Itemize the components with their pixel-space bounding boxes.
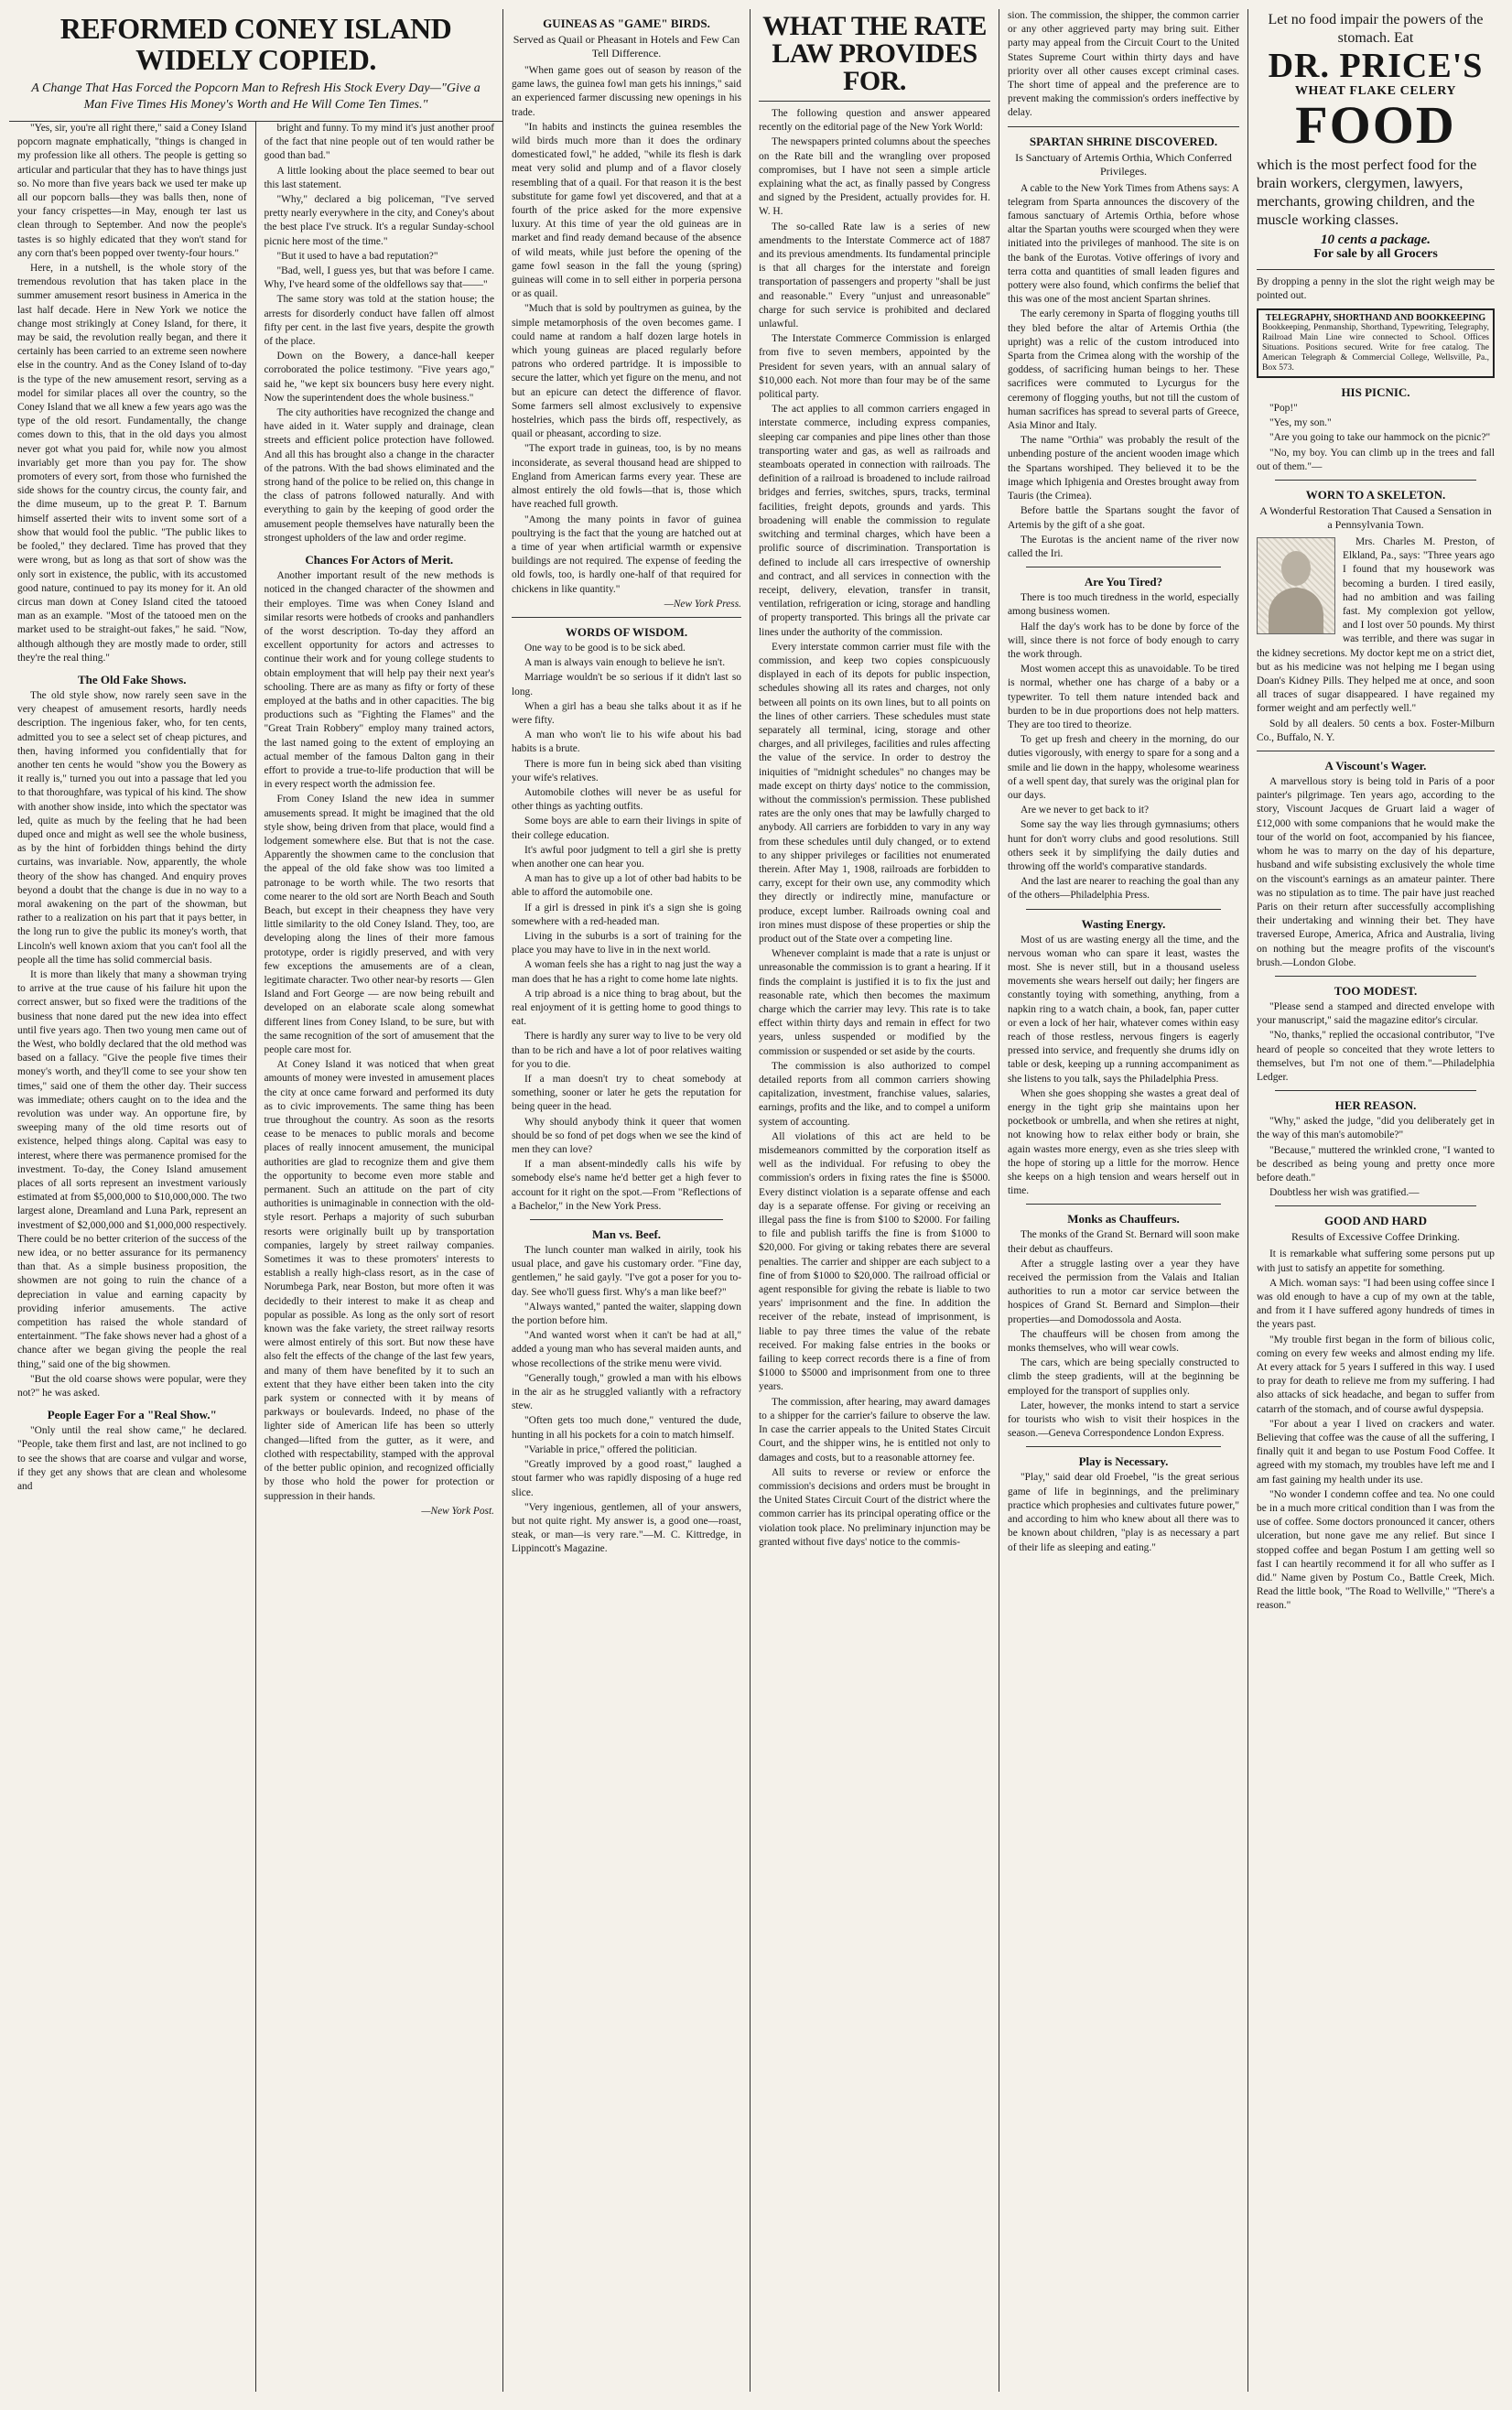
paragraph: Before battle the Spartans sought the favor of Artemis by the gift of a she goat. <box>1008 505 1239 531</box>
paragraph: At Coney Island it was noticed that when great amounts of money were invested in amusement places the city at once came forward and performed its duty as to civic improvements. The same thing has been true throughout the country. As soon as the resorts cease to be menaces to public morals and become places of really innocent amusement, the municipal authorities are glad to recognize them and give them the opportunity to become even more stable and permanent. Such an attitude on the part of city authorities is unimaginable in connection with the old-style resort. Perhaps a majority of such suburban resorts were originally built up by transportation companies, largely by street railway companies. Sometimes it was to these promoters' interests to establish a really high-class resort, as in the case of Norumbega Park, near Boston, but more often it was decidedly to their interest to make it as cheap and popular as possible. As long as the only sort of resort known was the fake variety, the street railway resorts were almost entirely of this sort. But now these have also felt the effects of the change of the last few years, and many of them have benefited by it to such an extent that they have either been taken into the city park system or connected with it by means of parkways or boulevards. Indeed, no phase of the lighter side of American life has been so utterly changed—lifted from the gutter, as it were, and clothed with respectability, stamped with the approval of the better public opinion, and recognized officially by those who hold the power for protection or suppression in their hands. <box>264 1059 494 1502</box>
paragraph: Every interstate common carrier must file with the commission, and keep two copies conspicuously displayed in each of its depots for public inspection, schedules showing all its rates and charges, not only between all points on its own lines, but to all points on the lines of other carriers. These schedules must state separately all terminal, icing, storage and other charges, and all privileges, facilities and rules affecting the value of the service. In order to destroy the iniquities of "midnight schedules" no changes may be made except on thirty days' notice to the commission, without the commission's permission. These published rates are the only ones that may be lawfully charged to anybody. All carriers are forbidden to vary in any way from these schedules until duly changed, or to extend to any shipper privileges or facilities not enumerated therein. After May 1, 1908, railroads are forbidden to carry, except for their own use, any commodity which they directly or indirectly mine, manufacture or produce, except lumber. Railroads owning coal and iron mines must dispose of these properties or ship the product out of the State over a competing line. <box>759 641 990 945</box>
paragraph: "For about a year I lived on crackers and water. Believing that coffee was the cause of all the suffering, I finally quit it and began to use Postum Food Coffee. It agreed with my stomach, my troubles have left me and I am fast gaining my health under its use. <box>1257 1418 1495 1486</box>
paragraph: All suits to reverse or review or enforce the commission's decisions and orders must be brought in the United States Circuit Court of the district where the common carrier has its principal operating office or the violation took place. No preliminary injunction may be granted without five days' notice to the commis- <box>759 1466 990 1548</box>
guineas-headline: GUINEAS AS "GAME" BIRDS. <box>543 16 710 30</box>
paragraph: "Often gets too much done," ventured the dude, hunting in all his pockets for a coin to match himself. <box>512 1415 741 1441</box>
paragraph: The cars, which are being specially constructed to climb the steep gradients, will at the beginning be employed for the transport of supplies only. <box>1008 1357 1239 1397</box>
paragraph: The Eurotas is the ancient name of the river now called the Iri. <box>1008 534 1239 559</box>
paragraph: It is more than likely that many a showman trying to arrive at the true cause of his failure hit upon the correct answer, but so fixed were the traditions of the business that none dared put the new idea into effect until five years ago. Then two young men came out of the West, who boldly declared that the old method was based on a fallacy. "Give the people five times their money's worth, and they'll come to see your show ten times," said one of them the other day. Their success was immediate; others caught on to the idea and the revolution was under way. An opportune fire, by sweeping many of the old time resorts out of existence, helped things along. Capital was easy to interest, where there was permanence promised for the investment. To-day, the Coney Island amusement places of all sorts represent an investment variously estimated at from $5,000,000 to $10,000,000. The two largest alone, Dreamland and Luna Park, represent an investment of $2,000,000 and $1,000,000 respectively. There could be no better criterion of the success of the new idea, or no better assurance for its permanency than that. As a simple business proposition, the showmen are not going to ruin the chance of a depreciation in value and earning capacity by providing inferior amusements. The active competition has raised the whole standard of entertainment. "The fake shows never had a ghost of a chance after we began giving the people the real thing," said one of the big showmen. <box>17 968 247 1370</box>
column-rate-law <box>751 9 999 2392</box>
paragraph: One way to be good is to be sick abed. <box>524 642 686 654</box>
paragraph: Some boys are able to earn their livings in spite of their college education. <box>512 816 741 841</box>
paragraph: Most of us are wasting energy all the time, and the nervous woman who can spare it least, wastes the most. She is never still, but in a thousand useless movements she wears herself out daily; her fingers are constantly toying with something, anything, from a napkin ring to a watch chain, a book, fan, paper cutter or even a lock of her hair, whatever comes within easy reach of those restless, nervous fingers is eagerly pressed into service, and frequently she drums idly on table or desk, keeping up a running accompaniment as she listens to you talk, says the Philadelphia Press. <box>1008 934 1239 1085</box>
section-heading: Chances For Actors of Merit. <box>305 553 454 567</box>
column-ads-misc <box>1248 9 1503 2392</box>
paragraph: "The export trade in guineas, too, is by no means inconsiderate, as several thousand head are shipped to England from American farms every year. These are almost entirely the old fowls—that is, those which have reached full growth. <box>512 443 741 511</box>
coney-header <box>9 9 502 122</box>
paragraph: A man has to give up a lot of other bad habits to be able to afford the automobile one. <box>512 873 741 899</box>
paragraph: "Because," muttered the wrinkled crone, "I wanted to be described as being young and pretty once more before death." <box>1257 1144 1495 1183</box>
paragraph: The lunch counter man walked in airily, took his usual place, and gave his customary order. "Fine day, gentlemen," he said gayly. "I've got a poser for you to-day. See who'll guess first. Why's a man like beef?" <box>512 1245 741 1298</box>
section-heading: The Old Fake Shows. <box>78 672 187 686</box>
guineas-subhead: Served as Quail or Pheasant in Hotels and Few Can Tell Difference. <box>513 33 740 59</box>
column-guineas-wisdom-beef <box>503 9 751 2392</box>
coney-headline: REFORMED CONEY ISLAND WIDELY COPIED. <box>59 12 452 76</box>
wasting-headline: Wasting Energy. <box>1081 916 1166 931</box>
paragraph: "Variable in price," offered the politician. <box>524 1443 697 1455</box>
coney-deck: A Change That Has Forced the Popcorn Man to Refresh His Stock Every Day—"Give a Man Five Times His Money's Worth and He Will Come Ten Times." <box>31 81 481 112</box>
paragraph: Later, however, the monks intend to start a service for tourists who wish to visit their hospices in the season.—Geneva Correspondence London Express. <box>1008 1400 1239 1440</box>
paragraph: "Are you going to take our hammock on the picnic?" <box>1269 432 1491 444</box>
paragraph: "Bad, well, I guess yes, but that was before I came. Why, I've heard some of the oldfellows say that——" <box>264 265 494 291</box>
paragraph: "Greatly improved by a good roast," laughed a stout farmer who was rapidly disposing of a huge red slice. <box>512 1459 741 1498</box>
ad-price: 10 cents a package. <box>1321 232 1431 248</box>
penny-line: By dropping a penny in the slot the right weigh may be pointed out. <box>1257 276 1495 301</box>
reason-headline: HER REASON. <box>1334 1098 1417 1113</box>
paragraph: And the last are nearer to reaching the goal than any of the others—Philadelphia Press. <box>1008 876 1239 902</box>
divider <box>1275 1090 1476 1091</box>
paragraph: The name "Orthia" was probably the result of the unbending posture of the ancient wooden image which the Spartans worshiped. They believed it to be the image which Iphigenia and Orestes brought away from Tauris (the Crimea). <box>1008 435 1239 503</box>
ad-brand: DR. PRICE'S <box>1268 47 1484 85</box>
coney-body <box>9 122 502 2392</box>
divider <box>759 101 990 102</box>
paragraph: Sold by all dealers. 50 cents a box. Foster-Milburn Co., Buffalo, N. Y. <box>1257 718 1495 743</box>
paragraph: Automobile clothes will never be as useful for other things as yachting outfits. <box>512 786 741 813</box>
paragraph: Why should anybody think it queer that women should be so fond of pet dogs when we see the kind of men they can love? <box>512 1116 741 1156</box>
paragraph: If a man doesn't try to cheat somebody at something, sooner or later he gets the reputation for being queer in the head. <box>512 1074 741 1113</box>
tired-headline: Are You Tired? <box>1084 575 1163 589</box>
paragraph: Half the day's work has to be done by force of the will, since there is not force of body enough to carry the work through. <box>1008 621 1239 660</box>
divider <box>1026 1446 1221 1447</box>
paragraph: The early ceremony in Sparta of flogging youths till they bled before the altar of Artemis Orthia (the upright) was a relic of the custom introduced into Sparta from the Crimea along with the worship of the goddess, of sacrificing human beings to her. These sacrifices were commuted to Lycurgus for the ceremony of flogging youths, but not till the custom of human sacrifices has spread to several parts of Greece, Asia Minor and Italy. <box>1008 308 1239 432</box>
paragraph: The Interstate Commerce Commission is enlarged from five to seven members, appointed by the President for seven years, with an annual salary of $10,000 each. Not more than four may be of the same political party. <box>759 333 990 401</box>
paragraph: A man is always vain enough to believe he isn't. <box>524 657 726 669</box>
divider <box>1008 126 1239 127</box>
paragraph: "My trouble first began in the form of bilious colic, coming on every few weeks and almost ending my life. At every attack for 5 years I suffered in this way. I used to pray for death to relieve me from my suffering. I had also attacks of sick headache, and began to suffer from catarrh of the stomach, and of course awful dyspepsia. <box>1257 1334 1495 1415</box>
ad-food-word: FOOD <box>1295 95 1456 156</box>
worn-headline: WORN TO A SKELETON. <box>1305 488 1446 503</box>
rate-headline: WHAT THE RATE LAW PROVIDES FOR. <box>762 11 987 96</box>
paragraph: The following question and answer appeared recently on the editorial page of the New York World: <box>759 108 990 134</box>
paragraph: There is hardly any surer way to live to be very old than to be rich and have a lot of poor relatives waiting for you to die. <box>512 1031 741 1070</box>
ad-product-line: WHEAT FLAKE CELERY <box>1294 84 1457 98</box>
paragraph: Whenever complaint is made that a rate is unjust or unreasonable the commission is to grant a hearing. If it finds the complaint is justified it is to fix the just and reasonable rate, which then becomes the maximum charge which the carrier may levy. This rate is to take effect within thirty days and remain in effect for two years, unless suspended or modified by the commission or suspended or set aside by the courts. <box>759 948 990 1057</box>
paragraph: "Pop!" <box>1269 403 1298 415</box>
paragraph: "Among the many points in favor of guinea poultrying is the fact that the young are hatched out at a time of year when artificial warmth or expensive buildings are not required. The expense of feeding the old fowls, too, is hardly one-half of that required for chickens in like quantity." <box>512 513 741 595</box>
paragraph: A little looking about the place seemed to bear out this last statement. <box>264 165 494 190</box>
paragraph: The act applies to all common carriers engaged in interstate commerce, including express companies, sleeping car companies and pipe lines other than those transporting water and gas, as well as railroads and steamboats operated in connection with railroads. The definition of a railroad is broadened to include railroad bridges and ferries, switches, spurs, tracks, terminal facilities, freight depots, grounds and yards. This broadening will enable the commission to regulate switching and terminal charges, which have been a prolific source of discrimination. Transportation is defined to include all cars irrespective of ownership and contract, and all services in connection with the receipt, delivery, elevation, transfer in transit, ventilation, refrigeration or icing, storage and handling of property transported. This brings all the private car lines under the authority of the commission. <box>759 404 990 638</box>
paragraph: It's awful poor judgment to tell a girl she is pretty when another one can hear you. <box>512 844 741 870</box>
ad-sale: For sale by all Grocers <box>1313 247 1438 262</box>
paragraph: "Much that is sold by poultrymen as guinea, by the simple metamorphosis of the oven becomes game. I could name at random a half dozen large hotels in which young guineas are placed regularly before patrons who ordered partridge. It is impossible to secure the latter, which yet figure on the menu, and not but an epicure can detect the difference of flavor. Some farmers sell almost exclusively to expensive hostelries, which pass the birds off, respectively, as quail or pheasant, according to size. <box>512 303 741 440</box>
paragraph: "But the old coarse shows were popular, were they not?" he was asked. <box>17 1373 247 1400</box>
paragraph: "No, thanks," replied the occasional contributor, "I've heard of people so conceited that they wrote letters to themselves, but I'm not one of them."—Philadelphia Ledger. <box>1257 1030 1495 1083</box>
paragraph: "In habits and instincts the guinea resembles the wild birds much more than it does the ordinary domesticated fowl," he added, "while its flesh is dark meat very solid and plump and of a flavor closely resembling that of a quail. For that reason it is the best substitute for game fowl yet discovered, and that at a fourth of the price asked for the more expensive luxury. At this time of year the old guineas are in market and find ready demand because of the absence of wild meats, while just before the opening of the game fowl season in the fall the young (spring) guineas will come in to sell either in porperia persona or as quail. <box>512 121 741 300</box>
worn-subhead: A Wonderful Restoration That Caused a Sensation in a Pennsylvania Town. <box>1259 504 1492 532</box>
paragraph: The city authorities have recognized the change and have aided in it. Water supply and drainage, clean streets and efficient police protection have followed. And all this has brought also a change in the character of the patrons. With the bad shows eliminated and the strong hand of the police to be relied on, this change in the class of patrons followed naturally. And with everything to gain by the keeping of good order the amusement people themselves have naturally been the strongest upholders of the law and order regime. <box>264 407 494 544</box>
paragraph: Marriage wouldn't be so serious if it didn't last so long. <box>512 672 741 697</box>
paragraph: "Yes, sir, you're all right there," said a Coney Island popcorn magnate emphatically, "things is changed in my profession like all others. The people is getting so articular and particular that they has to have things just so. No more than five years back we used ter make up all our popcorn balls—they was balls then, none of your fancy crispettes—in May, enough ter last us clean through to September. And now the people's tastes is so highly edicated that they won't stand for any corn that's been popped over twenty-four hours." <box>17 123 247 259</box>
telegraphy-title: TELEGRAPHY, SHORTHAND AND BOOKKEEPING <box>1265 313 1486 324</box>
paragraph: "Very ingenious, gentlemen, all of your answers, but not quite right. My answer is, a good one—roast, steak, or man—is very rare."—M. C. Kittredge, in Lippincott's Magazine. <box>512 1501 741 1555</box>
divider <box>530 1219 723 1220</box>
ad-body: which is the most perfect food for the brain workers, clergymen, lawyers, merchants, growing children, and the muscle working classes. <box>1257 157 1477 229</box>
paragraph: There is too much tiredness in the world, especially among business women. <box>1008 592 1239 618</box>
paragraph: "But it used to have a bad reputation?" <box>276 250 438 262</box>
divider <box>512 617 741 618</box>
paragraph: Another important result of the new methods is noticed in the changed character of the showmen and their employes. Time was when Coney Island and similar resorts were hotbeds of crooks and panhandlers of the worst description. To-day they afford an excellent opportunity for actors and actresses to continue their work and for young college students to obtain employment that will help pay their next year's schooling. There are as many as fifty or forty of these employed at the baths and in other capacities. The big productions such as "Fighting the Flames" and the "Great Train Robbery" employ many trained actors, the last named going to the extent of employing an actual member of the famous Dalton gang in their effort to provide a true-to-life production that will be in every respect worth the admission fee. <box>264 570 494 791</box>
picnic-headline: HIS PICNIC. <box>1341 385 1410 400</box>
telegraphy-ad <box>1257 308 1495 378</box>
paragraph: "And wanted worst when it can't be had at all," added a young man who has several maiden aunts, and whose recollections of the strike menu were vivid. <box>512 1330 741 1369</box>
source-credit: —New York Post. <box>421 1505 494 1517</box>
play-headline: Play is Necessary. <box>1078 1454 1169 1469</box>
divider <box>1026 1204 1221 1205</box>
paragraph: Most women accept this as unavoidable. To be tired is normal, whether one has charge of a baby or a typewriter. To tell them nature intended back and burden to be in due proportions does not help matters. They are too tired to theorize. <box>1008 664 1239 730</box>
paragraph: The so-called Rate law is a series of new amendments to the Interstate Commerce act of 1887 and its previous amendments. Its fundamental principle is that all charges for the interstate and foreign transportation of passengers and property "shall be just and reasonable." Every "unjust and unreasonable" charge for such service is prohibited and declared unlawful. <box>759 221 990 330</box>
paragraph: To get up fresh and cheery in the morning, do our duties vigorously, with energy to spare for a song and a smile and lie down in the happy, wholesome weariness of a well spent day, that surely was the original plan for our days. <box>1008 734 1239 801</box>
paragraph: Here, in a nutshell, is the whole story of the tremendous revolution that has taken place in the summer amusement resort business in America in the last half decade. Here in New York we notice the change most strikingly at Coney Island, for there, it may be said, the revolution really began, and there it certainly has been carried to an extreme seen nowhere else in the country. And as the Coney Island of to-day is the type of the new amusement resort, serving as a model for similar places all over the country, so the Coney Island that we all knew a few years ago was the type of the old resort. Fundamentally, the change comes down to this, that in the old days you almost never got what you paid for, while now you almost invariably get more than you pay for. The show promoters of every sort, from those who furnished the side shows for the country circus, the county fair, and the dime museum, up to the great P. T. Barnum himself asserted their wits to invent some sort of a show that would fool the public. "The public likes to be fooled," they declared. Time has proved that they were wrong, but as long as that sort of show was the only sort in existence, the public, with its accustomed good nature, continued to pay its money for it. An old circus man down at Coney Island cited the tatooed man as an example. "Most of the tatooed men on the market used to be straight-out fakes," he said. "Now, although although they are mostly made to order, still they're the real thing." <box>17 263 247 664</box>
paragraph: Some say the way lies through gymnasiums; others hunt for don't worry clubs and good resolutions. Still others seek it by simplifying the daily duties and throwing off the world's comparative standards. <box>1008 819 1239 872</box>
paragraph: After a struggle lasting over a year they have received the permission from the Valais and Italian authorities to run a motor car service between the hospices of Grand St. Bernard and Simplon—their properties—and Domodossola and Aosta. <box>1008 1258 1239 1325</box>
ad-top-line: Let no food impair the powers of the stomach. Eat <box>1268 12 1484 46</box>
spartan-headline: SPARTAN SHRINE DISCOVERED. <box>1029 134 1218 148</box>
modest-headline: TOO MODEST. <box>1334 983 1418 998</box>
paragraph: bright and funny. To my mind it's just another proof of the fact that nine people out of ten would rather be good than bad." <box>264 123 494 162</box>
paragraph: The commission, after hearing, may award damages to a shipper for the carrier's failure to observe the law. In case the carrier appeals to the United States Circuit Court, and the shipper wins, he is entitled not only to damages and costs, but to a reasonable attorney fee. <box>759 1396 990 1464</box>
paragraph: "Play," said dear old Froebel, "is the great serious game of life in beginnings, and the preliminary practice which prophesies and cultivates future power," and according to him who knew about all there was to be known about children, "play is as necessary a part of their life as sleeping and eating." <box>1008 1472 1239 1553</box>
section-heading: People Eager For a "Real Show." <box>47 1408 217 1422</box>
paragraph: "Why," declared a big policeman, "I've served pretty nearly everywhere in the city, and Coney's about the best place I've struck. It's a regular Sunday-school picnic here most of the time." <box>264 194 494 247</box>
paragraph: "Generally tough," growled a man with his elbows in the air as he struggled valiantly with a refractory stew. <box>512 1372 741 1412</box>
paragraph: Mrs. Charles M. Preston, of Elkland, Pa., says: "Three years ago I found that my housework was becoming a burden. I tired easily, had no ambition and was failing fast. My complexion got yellow, and I lost over 50 pounds. My thirst was terrible, and there was sugar in the kidney secretions. My doctor kept me on a strict diet, but as his medicine was not helping me I began using Doan's Kidney Pills. They helped me at once, and soon all traces of sugar disappeared. I have regained my former weight and am perfectly well." <box>1257 536 1495 715</box>
wager-headline: A Viscount's Wager. <box>1324 759 1427 773</box>
paragraph: If a man absent-mindedly calls his wife by somebody else's name he'd better get a high fever to account for it right on the spot.—From "Reflections of a Bachelor," in the New York Press. <box>512 1159 741 1212</box>
paragraph: "Only until the real show came," he declared. "People, take them first and last, are not inclined to go to see the shows that are coarse and vulgar and worse, if they get any shows that are clean and wholesome and <box>17 1425 247 1493</box>
source-credit: —New York Press. <box>664 598 741 610</box>
paragraph: A man who won't lie to his wife about his bad habits is a brute. <box>512 729 741 755</box>
paragraph: The monks of the Grand St. Bernard will soon make their debut as chauffeurs. <box>1008 1229 1239 1255</box>
beef-headline: Man vs. Beef. <box>591 1227 662 1242</box>
divider <box>1275 976 1476 977</box>
coffee-subhead: Results of Excessive Coffee Drinking. <box>1291 1230 1461 1244</box>
paragraph: There is more fun in being sick abed than visiting your wife's relatives. <box>512 758 741 784</box>
paragraph: "No wonder I condemn coffee and tea. No one could be in a much more critical condition than I was from the use of coffee. Some doctors pronounced it cancer, others ulceration, but none gave me any relief. But since I stopped coffee and began Postum I am getting well so fast I can heartily recommend it for all who suffer as I did." Name given by Postum Co., Battle Creek, Mich. Read the little book, "The Road to Wellville," "There's a reason." <box>1257 1488 1495 1612</box>
paragraph: When she goes shopping she wastes a great deal of energy in the tight grip she maintains upon her pocketbook or umbrella, and when she retires at night, not knowing how to relax either body or brain, she again wastes more energy, even as she tries sleep with the hope of storing up a little for the morrow. Hence she keeps on a high tension and wears herself out in time. <box>1008 1087 1239 1197</box>
spartan-subhead: Is Sanctuary of Artemis Orthia, Which Conferred Privileges. <box>1015 150 1232 178</box>
paragraph: Down on the Bowery, a dance-hall keeper corroborated the police testimony. "Five years ago," said he, "we kept six bouncers busy here every night. Now the superintendent does the whole business." <box>264 351 494 404</box>
dr-prices-food-ad <box>1257 9 1495 270</box>
paragraph: The commission is also authorized to compel detailed reports from all common carriers showing capitalization, investment, franchise values, salaries, earnings, profits and the like, and to compel a uniform system of accounting. <box>759 1060 990 1128</box>
paragraph: "Yes, my son." <box>1269 417 1332 429</box>
paragraph: A woman feels she has a right to nag just the way a man does that he has a right to come home late nights. <box>512 959 741 985</box>
paragraph: It is remarkable what suffering some persons put up with just to satisfy an appetite for something. <box>1257 1248 1495 1274</box>
telegraphy-body: Bookkeeping, Penmanship, Shorthand, Typewriting, Telegraphy, Railroad Main Line wire connected to School. Offices Situations. Positions secured. Write for free catalog. The American Telegraph & Commercial College, Wellsville, Pa., Box 573. <box>1262 323 1489 373</box>
paragraph: All violations of this act are held to be misdemeanors committed by the corporation itself as well as the individual. For refusing to obey the commission's orders in fixing rates the fine is $5000. Every distinct violation is a separate offense and each day is a separate offense. For giving or receiving an illegal pass the fine is from $100 to $2000. For failing to file and publish tariffs the fine is from $1000 to $20,000. For giving or taking rebates there are several penalties. The carrier and shipper are each subject to a fine of from $1000 to $20,000. The railroad official or agent responsible for giving the rebate is liable to two years' imprisonment and the fine. In addition the receiver of the rebate, instead of imprisonment, is liable to pay three times the value of the rebate received. For making false entries in the books or failing to keep correct records there is a fine of from $1000 to $5000 and imprisonment from one to three years. <box>759 1130 990 1393</box>
coney-column-b <box>256 122 503 2392</box>
paragraph: The same story was told at the station house; the arrests for disorderly conduct have fallen off almost fifty per cent. in the last five years, despite the growth of the place. <box>264 294 494 348</box>
paragraph: Living in the suburbs is a sort of training for the place you may have to live in in the next world. <box>512 930 741 956</box>
paragraph: "Please send a stamped and directed envelope with your manuscript," said the magazine editor's circular. <box>1257 1000 1495 1027</box>
paragraph: A marvellous story is being told in Paris of a poor painter's pilgrimage. Ten years ago, according to the story, Viscount Jacques de Gruart laid a wager of £12,000 with some companions that he would make the tour of the world on foot, accompanied by his fiancee, whom he was to marry on the day of his departure, husband and wife subsisting exclusively the whole time on the viscount's earnings as an amateur painter. There was no stipulation as to time. The pair have just reached Paris on their return after successfully accomplishing their undertaking and winning their bet. They have traversed Europe, America, Africa and Australia, living on nothing but the meagre profits of the viscount's brush.—London Globe. <box>1257 776 1495 968</box>
coney-column-a <box>9 122 256 2392</box>
monks-headline: Monks as Chauffeurs. <box>1067 1212 1180 1227</box>
paragraph: "When game goes out of season by reason of the game laws, the guinea fowl man gets his innings," said an experienced farmer discussing new openings in his trade. <box>512 65 741 118</box>
paragraph: Doubtless her wish was gratified.— <box>1269 1187 1420 1199</box>
paragraph: Are we never to get back to it? <box>1021 805 1150 816</box>
divider <box>1026 909 1221 910</box>
paragraph: "Why," asked the judge, "did you deliberately get in the way of this man's automobile?" <box>1257 1116 1495 1141</box>
column-shrine-tired-monks <box>999 9 1248 2392</box>
coffee-headline: GOOD AND HARD <box>1324 1214 1427 1228</box>
divider <box>1275 1205 1476 1206</box>
wisdom-headline: WORDS OF WISDOM. <box>565 624 688 639</box>
paragraph: sion. The commission, the shipper, the common carrier or any other aggrieved party may bring suit. Either party may appeal from the Circuit Court to the United States Supreme Court within thirty days and have priority over all other causes except criminal cases. The short time of appeal and the preference are to prevent making the commission's orders ineffective by delay. <box>1008 10 1239 119</box>
paragraph: The old style show, now rarely seen save in the very cheapest of amusement resorts, hardly needs description. The ingenious faker, who, for ten cents, admitted you to see a select set of cheap pictures, and then, having informed you confidentially that for another ten cents he would "show you the Bowery as it really is," turned you out into a passage that led you to that thoroughfare, was typical of his kind. The show with another show inside, into which the spectator was led, quite as much by the feeling that he had been duped once and might as well see the whole business, as by the hint of forbidden things behind the dirty curtains, was invariable. Now, apparently, the whole theory of the show has changed. And enquiry proves beyond a doubt that the change is due in no way to a moral awakening on the part of the showman, but rather to a realization on his part that it pays better, in the long run to give the public its money's worth, that Lincoln's well known axiom that you can't fool all the people all the time has solid commercial basis. <box>17 689 247 966</box>
paragraph: "No, my boy. You can climb up in the trees and fall out of them."— <box>1257 447 1495 472</box>
coney-island-article <box>9 9 503 2392</box>
divider <box>1275 480 1476 481</box>
portrait-illustration <box>1257 537 1335 634</box>
paragraph: "Always wanted," panted the waiter, slapping down the portion before him. <box>512 1301 741 1327</box>
newspaper-page <box>9 9 1503 2392</box>
paragraph: From Coney Island the new idea in summer amusements spread. It might be imagined that the old style show, being driven from that place, would find a lodgement somewhere else. But that is not the case. Apparently the showmen came to the conclusion that the appeal of the old fake show was too limited a patronage to be worth while. The two resorts that come nearer to the old sort are North Beach and South Beach, but except in their cheapness they have very little similarity to the old Coney Island. They, too, are developing along the lines of their more famous prototype, order is rigidly preserved, and with very few exceptions the amusements are of a clean, legitimate character. Two other near-by resorts — Glen Island and Fort George — are now being rebuilt and developed on an elaborate scale along somewhat different lines from Coney Island, to be sure, but with the same recognition of the sort of amusement that the people care most for. <box>264 794 494 1055</box>
paragraph: The chauffeurs will be chosen from among the monks themselves, who will wear cowls. <box>1008 1328 1239 1355</box>
paragraph: If a girl is dressed in pink it's a sign she is going somewhere with a red-headed man. <box>512 902 741 927</box>
paragraph: When a girl has a beau she talks about it as if he were fifty. <box>512 700 741 726</box>
paragraph: A trip abroad is a nice thing to brag about, but the real enjoyment of it is getting home to good things to eat. <box>512 988 741 1028</box>
paragraph: The newspapers printed columns about the speeches on the Rate bill and the wrangling over proposed compromises, but I have not seen a simple article explaining what the act, as finally passed by Congress and signed by the President, actually provides for. H. W. H. <box>759 136 990 218</box>
paragraph: A cable to the New York Times from Athens says: A telegram from Sparta announces the discovery of the famous sanctuary of Artemis Orthia, before whose altar the Spartan youths were scourged when they were initiated into the privileges of manhood. The site is on the bank of the Eurotas. Votive offerings of ivory and terra cotta and quantities of small leaden figures and pottery were also found, which confirms the belief that this was one of the most ancient Spartan shrines. <box>1008 182 1239 306</box>
paragraph: A Mich. woman says: "I had been using coffee since I was old enough to have a cup of my own at the table, and from it I have suffered agony hundreds of times in the years past. <box>1257 1277 1495 1331</box>
